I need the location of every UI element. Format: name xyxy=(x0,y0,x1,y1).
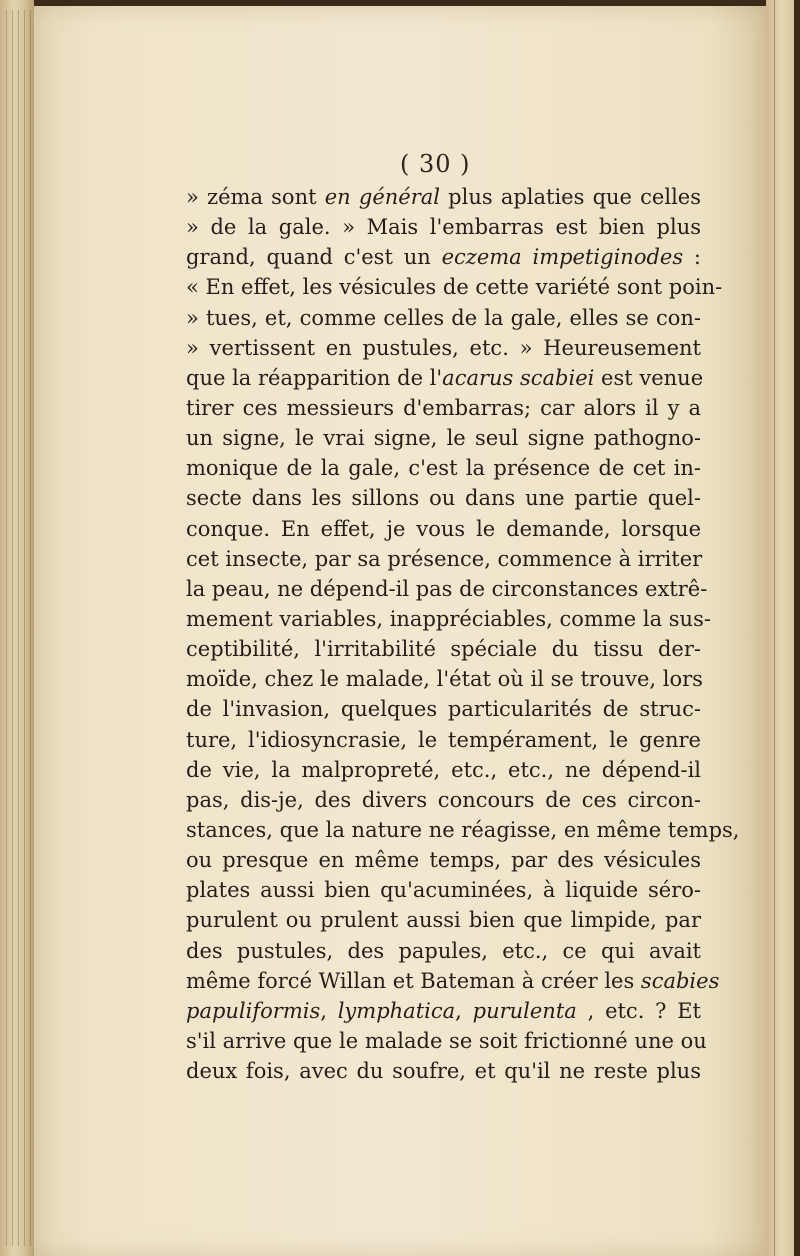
text-line xyxy=(186,905,701,935)
text-line xyxy=(186,725,701,755)
italic-text: eczema impetiginodes xyxy=(441,245,684,270)
text-run: que la réapparition de l' xyxy=(186,365,443,390)
text-line xyxy=(186,875,701,905)
text-run: grand, quand c'est un xyxy=(186,245,442,270)
text-run: ture, l'idiosyncrasie, le tempérament, le genre xyxy=(186,727,701,752)
text-run: monique de la gale, c'est la présence de cet in- xyxy=(186,456,701,481)
text-run: la peau, ne dépend-il pas de circonstances extrê- xyxy=(186,576,708,601)
text-run: de l'invasion, quelques particularités de struc- xyxy=(186,697,701,722)
text-line xyxy=(186,966,720,996)
text-line xyxy=(186,544,701,574)
text-line xyxy=(186,303,701,333)
text-line xyxy=(186,182,701,212)
italic-text: acarus scabiei xyxy=(442,365,595,390)
text-run: : xyxy=(683,245,702,270)
left-page-edges xyxy=(0,0,34,1256)
text-line xyxy=(186,604,711,634)
text-run: , xyxy=(320,998,338,1023)
text-run: » de la gale. » Mais l'embarras est bien plus xyxy=(186,215,701,240)
text-run: s'il arrive que le malade se soit frictionné une ou xyxy=(186,1028,707,1053)
italic-text: purulenta xyxy=(472,998,577,1023)
text-line xyxy=(186,242,701,272)
text-run: « En effet, les vésicules de cette variété sont poin- xyxy=(186,275,723,300)
text-run: mement variables, inappréciables, comme la sus- xyxy=(186,606,711,631)
right-page-edge xyxy=(766,0,800,1256)
text-run: secte dans les sillons ou dans une partie quel- xyxy=(186,486,701,511)
text-run: ceptibilité, l'irritabilité spéciale du tissu der- xyxy=(186,637,701,662)
text-line xyxy=(186,755,701,785)
text-line xyxy=(186,453,701,483)
text-run: plates aussi bien qu'acuminées, à liquide séro- xyxy=(186,878,701,903)
text-run: est venue xyxy=(594,365,704,390)
text-run: stances, que la nature ne réagisse, en même temps, xyxy=(186,817,740,842)
text-run: un signe, le vrai signe, le seul signe pathogno- xyxy=(186,426,701,451)
text-run: purulent ou prulent aussi bien que limpide, par xyxy=(186,908,701,933)
text-line xyxy=(186,815,740,845)
text-line xyxy=(186,936,701,966)
text-run: , xyxy=(455,998,473,1023)
text-run: ou presque en même temps, par des vésicules xyxy=(186,848,701,873)
body-text xyxy=(186,182,740,1086)
text-line xyxy=(186,996,701,1026)
page-number: ( 30 ) xyxy=(400,150,471,178)
text-run: conque. En effet, je vous le demande, lorsque xyxy=(186,516,701,541)
text-line xyxy=(186,574,708,604)
text-line xyxy=(186,333,701,363)
text-run: pas, dis-je, des divers concours de ces circon- xyxy=(186,787,701,812)
text-run: moïde, chez le malade, l'état où il se trouve, lors xyxy=(186,667,703,692)
italic-text: en général xyxy=(324,185,440,209)
text-run: deux fois, avec du soufre, et qu'il ne reste plus xyxy=(186,1059,701,1084)
text-line xyxy=(186,1026,707,1056)
italic-text: lymphatica xyxy=(337,998,456,1023)
text-line xyxy=(186,664,701,694)
text-line xyxy=(186,694,701,724)
text-run: » tues, et, comme celles de la gale, elles se con- xyxy=(186,305,701,330)
text-run: de vie, la malpropreté, etc., etc., ne dépend-il xyxy=(186,757,701,782)
text-run: » vertissent en pustules, etc. » Heureusement xyxy=(186,335,701,360)
italic-text: papuliformis xyxy=(186,998,321,1023)
text-run: plus aplaties que celles xyxy=(439,185,701,209)
text-line xyxy=(186,212,701,242)
text-run: , etc. ? Et xyxy=(576,998,701,1023)
text-run: tirer ces messieurs d'embarras; car alors il y a xyxy=(186,395,701,420)
text-line xyxy=(186,272,723,302)
italic-text: scabies xyxy=(640,968,720,993)
text-run: cet insecte, par sa présence, commence à irriter xyxy=(186,546,703,571)
text-run: des pustules, des papules, etc., ce qui avait xyxy=(186,938,701,963)
text-line xyxy=(186,423,701,453)
text-line xyxy=(186,483,701,513)
text-line xyxy=(186,634,701,664)
text-line xyxy=(186,1056,701,1086)
text-run: » zéma sont xyxy=(186,185,325,209)
text-line xyxy=(186,393,701,423)
text-line xyxy=(186,363,704,393)
text-run: même forcé Willan et Bateman à créer les xyxy=(186,968,641,993)
text-line xyxy=(186,845,701,875)
text-line xyxy=(186,785,701,815)
text-line xyxy=(186,514,701,544)
